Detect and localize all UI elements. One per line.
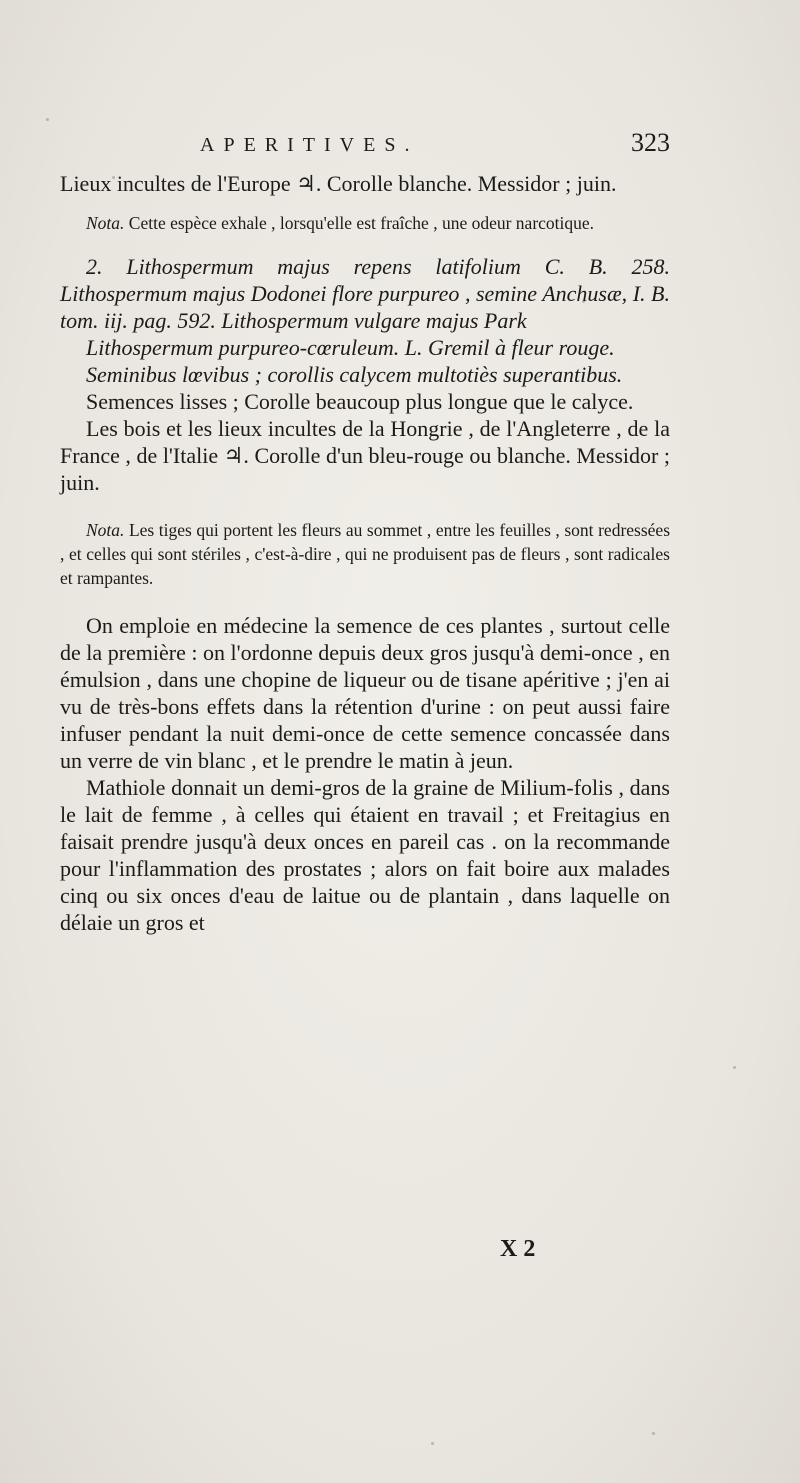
species-name-paragraph: Lithospermum purpureo-cœruleum. L. Gremil à fleur rouge. [86,335,615,360]
paper-speck [46,118,49,121]
habitat-paragraph: Les bois et les lieux incultes de la Hongrie , de l'Angleterre , de la France , de l'Italie ♃. Corolle d'un bleu-rouge ou blanche. Messidor ; juin. [60,416,670,495]
nota-paragraph [60,518,670,590]
latin-description: Seminibus lœvibus ; corollis calycem multotiès superantibus. [86,362,623,387]
medicinal-paragraph: On emploie en médecine la semence de ces plantes , surtout celle de la première : on l'ordonne depuis deux gros jusqu'à demi-once , en émulsion , dans une chopine de liqueur ou de tisane apéritive ; j'en ai vu de très-bons effets dans la rétention d'urine : on peut aussi faire infuser pendant la nuit demi-once de cette semence concassée dans un verre de vin blanc , et le prendre le matin à jeun. [60,613,670,773]
french-description: Semences lisses ; Corolle beaucoup plus longue que le calyce. [86,389,634,414]
nota-text: Les tiges qui portent les fleurs au sommet , entre les feuilles , sont redressées , et celles qui sont stériles , c'est-à-dire , qui ne produisent pas de fleurs , sont radicales et rampantes. [60,520,670,588]
running-head: APERITIVES. [200,134,419,156]
synonym-paragraph: 2. Lithospermum majus repens latifolium C. B. 258. Lithospermum majus Dodonei flore purpureo , semine Anchusæ, I. B. tom. iij. pag. 592. Lithospermum vulgare majus Park [60,254,670,333]
page-body [60,170,670,936]
signature-mark: X 2 [500,1236,536,1262]
page-header [60,128,670,168]
paper-speck [733,1066,736,1069]
paragraph: Lieux incultes de l'Europe ♃. Corolle blanche. Messidor ; juin. [60,171,617,196]
paper-speck [652,1432,655,1435]
page-number: 323 [631,128,670,157]
nota-label: Nota. [86,213,125,233]
paper-speck [431,1442,434,1445]
nota-label: Nota. [86,520,125,540]
nota-text: Cette espèce exhale , lorsqu'elle est fraîche , une odeur narcotique. [124,213,595,233]
nota-paragraph [60,211,670,235]
medicinal-paragraph: Mathiole donnait un demi-gros de la graine de Milium-folis , dans le lait de femme , à celles qui étaient en travail ; et Freitagius en faisait prendre jusqu'à deux onces en pareil cas . on la recommande pour l'inflammation des prostates ; alors on fait boire aux malades cinq ou six onces d'eau de laitue ou de plantain , dans laquelle on délaie un gros et [60,775,670,935]
